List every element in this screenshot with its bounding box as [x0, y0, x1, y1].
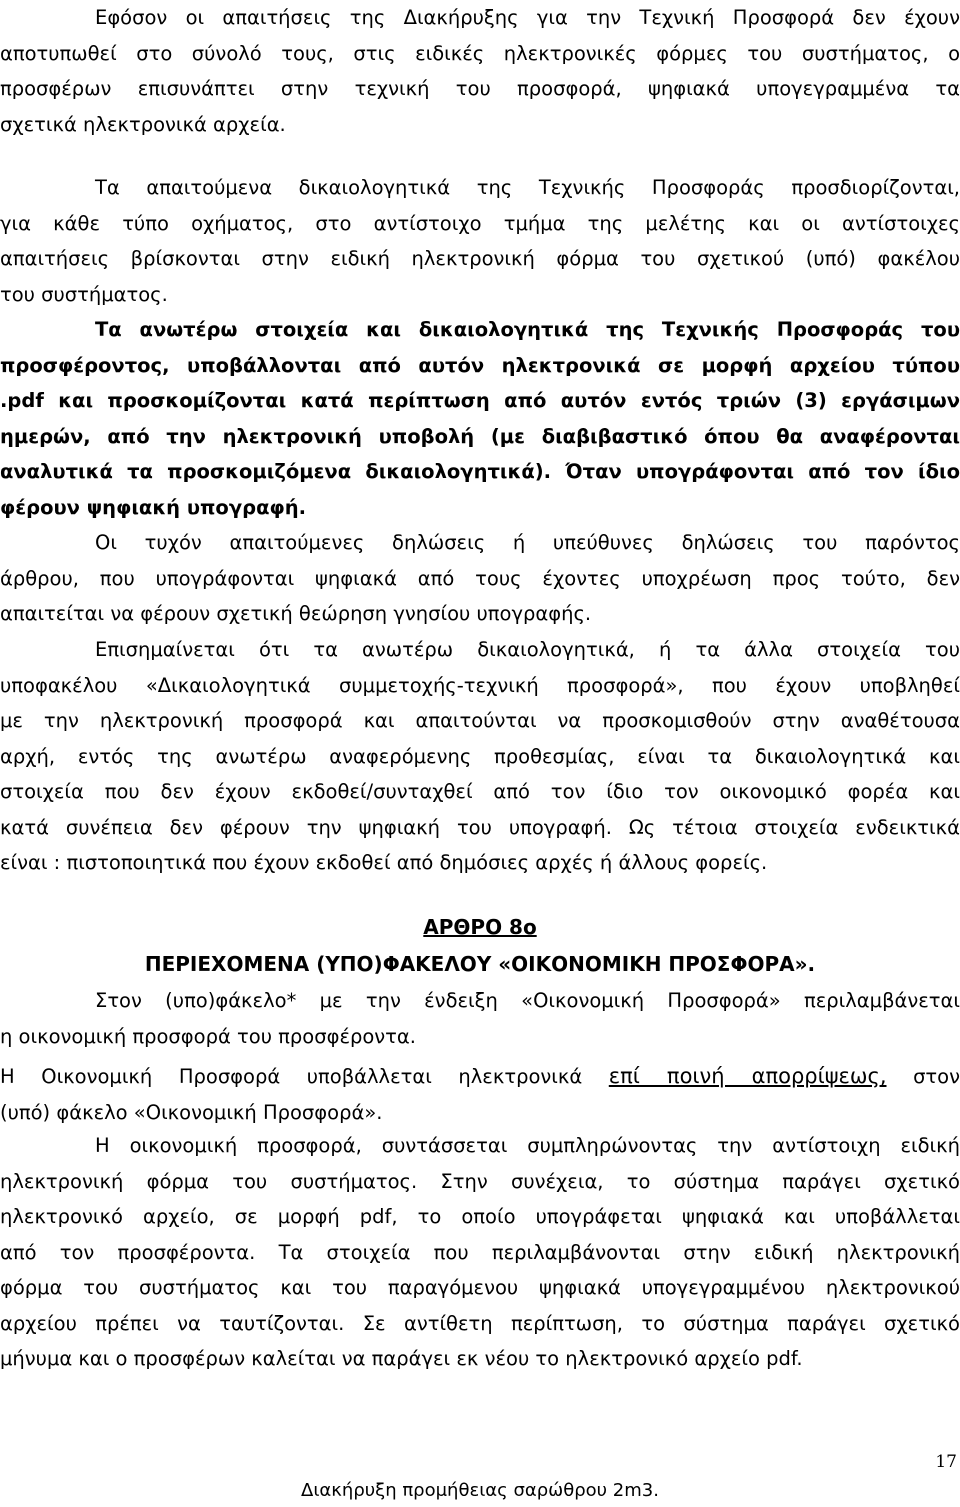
article-number: ΑΡΘΡΟ 8ο [423, 915, 537, 939]
text-line: αρχείου πρέπει να ταυτίζονται. Σε αντίθετη περίπτωση, το σύστημα παράγει σχετικό [0, 1311, 960, 1335]
text-line: Επισημαίνεται ότι τα ανωτέρω δικαιολογητικά, ή τα άλλα στοιχεία του [95, 638, 960, 661]
text-line: αρχή, εντός της ανωτέρω αναφερόμενης προθεσμίας, είναι τα δικαιολογητικά και [0, 744, 960, 768]
article-title: ΠΕΡΙΕΧΟΜΕΝΑ (ΥΠΟ)ΦΑΚΕΛΟΥ «ΟΙΚΟΝΟΜΙΚΗ ΠΡΟΣΦΟΡΑ». [144, 952, 816, 976]
emphasis-penalty: επί ποινή απορρίψεως, [608, 1064, 887, 1088]
paragraph-submission-penalty [0, 1059, 960, 1130]
text-line: από τον προσφέροντα. Τα στοιχεία που περιλαμβάνονται στην ειδική ηλεκτρονική [0, 1240, 960, 1264]
text-line: σχετικά ηλεκτρονικά αρχεία. [0, 112, 286, 136]
text-segment: στον [886, 1065, 960, 1088]
text-line: ηλεκτρονικό αρχείο, σε μορφή pdf, το οποίο υπογράφεται ψηφιακά και υποβάλλεται [0, 1205, 960, 1228]
text-line: προσφέρων επισυνάπτει στην τεχνική του προσφορά, ψηφιακά υπογεγραμμένα τα [0, 77, 960, 100]
text-line: υποφακέλου «Δικαιολογητικά συμμετοχής-τεχνική προσφορά», που έχουν υποβληθεί [0, 673, 960, 697]
text-line: είναι : πιστοποιητικά που έχουν εκδοθεί από δημόσιες αρχές ή άλλους φορείς. [0, 851, 768, 874]
text-line: απαιτήσεις βρίσκονται στην ειδική ηλεκτρονική φόρμα του σχετικού (υπό) φακέλου [0, 247, 960, 270]
paragraph-declarations [0, 525, 960, 632]
text-line: κατά συνέπεια δεν φέρουν την ψηφιακή του υπογραφή. Ως τέτοια στοιχεία ενδεικτικά [0, 815, 960, 839]
text-line: για κάθε τύπο οχήματος, στο αντίστοιχο τμήμα της μελέτης και οι αντίστοιχες [0, 211, 960, 235]
text-line: με την ηλεκτρονική προσφορά και απαιτούνται να προσκομισθούν στην αναθέτουσα [0, 709, 960, 732]
paragraph-envelope [0, 983, 960, 1054]
text-line: Η οικονομική προσφορά, συντάσσεται συμπληρώνοντας την αντίστοιχη ειδική [95, 1134, 960, 1157]
page-number: 17 [935, 1452, 957, 1472]
paragraph-financial-form [0, 1128, 960, 1377]
text-line: αποτυπωθεί στο σύνολό τους, στις ειδικές ηλεκτρονικές φόρμες του συστήματος, ο [0, 41, 960, 65]
paragraph-submission-bold [0, 312, 960, 525]
text-line: Τα ανωτέρω στοιχεία και δικαιολογητικά της Τεχνικής Προσφοράς του [95, 318, 960, 341]
text-line: ημερών, από την ηλεκτρονική υποβολή (με διαβιβαστικό όπου θα αναφέρονται [0, 424, 960, 448]
text-line: άρθρου, που υπογράφονται ψηφιακά από τους έχοντες υποχρέωση προς τούτο, δεν [0, 566, 960, 590]
text-line: μήνυμα και ο προσφέρων καλείται να παράγει εκ νέου το ηλεκτρονικό αρχείο pdf. [0, 1347, 803, 1370]
paragraph-required-documents [0, 170, 960, 312]
text-line: φόρμα του συστήματος και του παραγόμενου ψηφιακά υπογεγραμμένου ηλεκτρονικού [0, 1276, 960, 1299]
text-line: στοιχεία που δεν έχουν εκδοθεί/συνταχθεί από τον ίδιο τον οικονομικό φορέα και [0, 780, 960, 803]
text-line: απαιτείται να φέρουν σχετική θεώρηση γνησίου υπογραφής. [0, 602, 592, 625]
text-line: η οικονομική προσφορά του προσφέροντα. [0, 1024, 416, 1048]
text-line: ηλεκτρονική φόρμα του συστήματος. Στην συνέχεια, το σύστημα παράγει σχετικό [0, 1169, 960, 1193]
text-segment: Η Οικονομική Προσφορά υποβάλλεται ηλεκτρονικά [0, 1065, 609, 1088]
text-line: προσφέροντος, υποβάλλονται από αυτόν ηλεκτρονικά σε μορφή αρχείου τύπου [0, 353, 960, 377]
text-line: (υπό) φάκελο «Οικονομική Προσφορά». [0, 1100, 383, 1124]
text-line: του συστήματος. [0, 282, 168, 306]
text-line: Τα απαιτούμενα δικαιολογητικά της Τεχνικής Προσφοράς προσδιορίζονται, [95, 176, 960, 199]
text-line: Οι τυχόν απαιτούμενες δηλώσεις ή υπεύθυνες δηλώσεις του παρόντος [95, 531, 960, 554]
text-line: Εφόσον οι απαιτήσεις της Διακήρυξης για την Τεχνική Προσφορά δεν έχουν [95, 6, 960, 29]
page-footer: Διακήρυξη προμήθειας σαρώθρου 2m3. [301, 1480, 659, 1501]
text-line: φέρουν ψηφιακή υπογραφή. [0, 495, 307, 519]
text-line: Στον (υπο)φάκελο* με την ένδειξη «Οικονομική Προσφορά» περιλαμβάνεται [95, 989, 960, 1012]
text-line: .pdf και προσκομίζονται κατά περίπτωση από αυτόν εντός τριών (3) εργάσιμων [0, 389, 960, 412]
paragraph-notice [0, 632, 960, 881]
paragraph-offer-attachments [0, 0, 960, 142]
text-line: αναλυτικά τα προσκομιζόμενα δικαιολογητικά). Όταν υπογράφονται από τον ίδιο [0, 460, 960, 483]
